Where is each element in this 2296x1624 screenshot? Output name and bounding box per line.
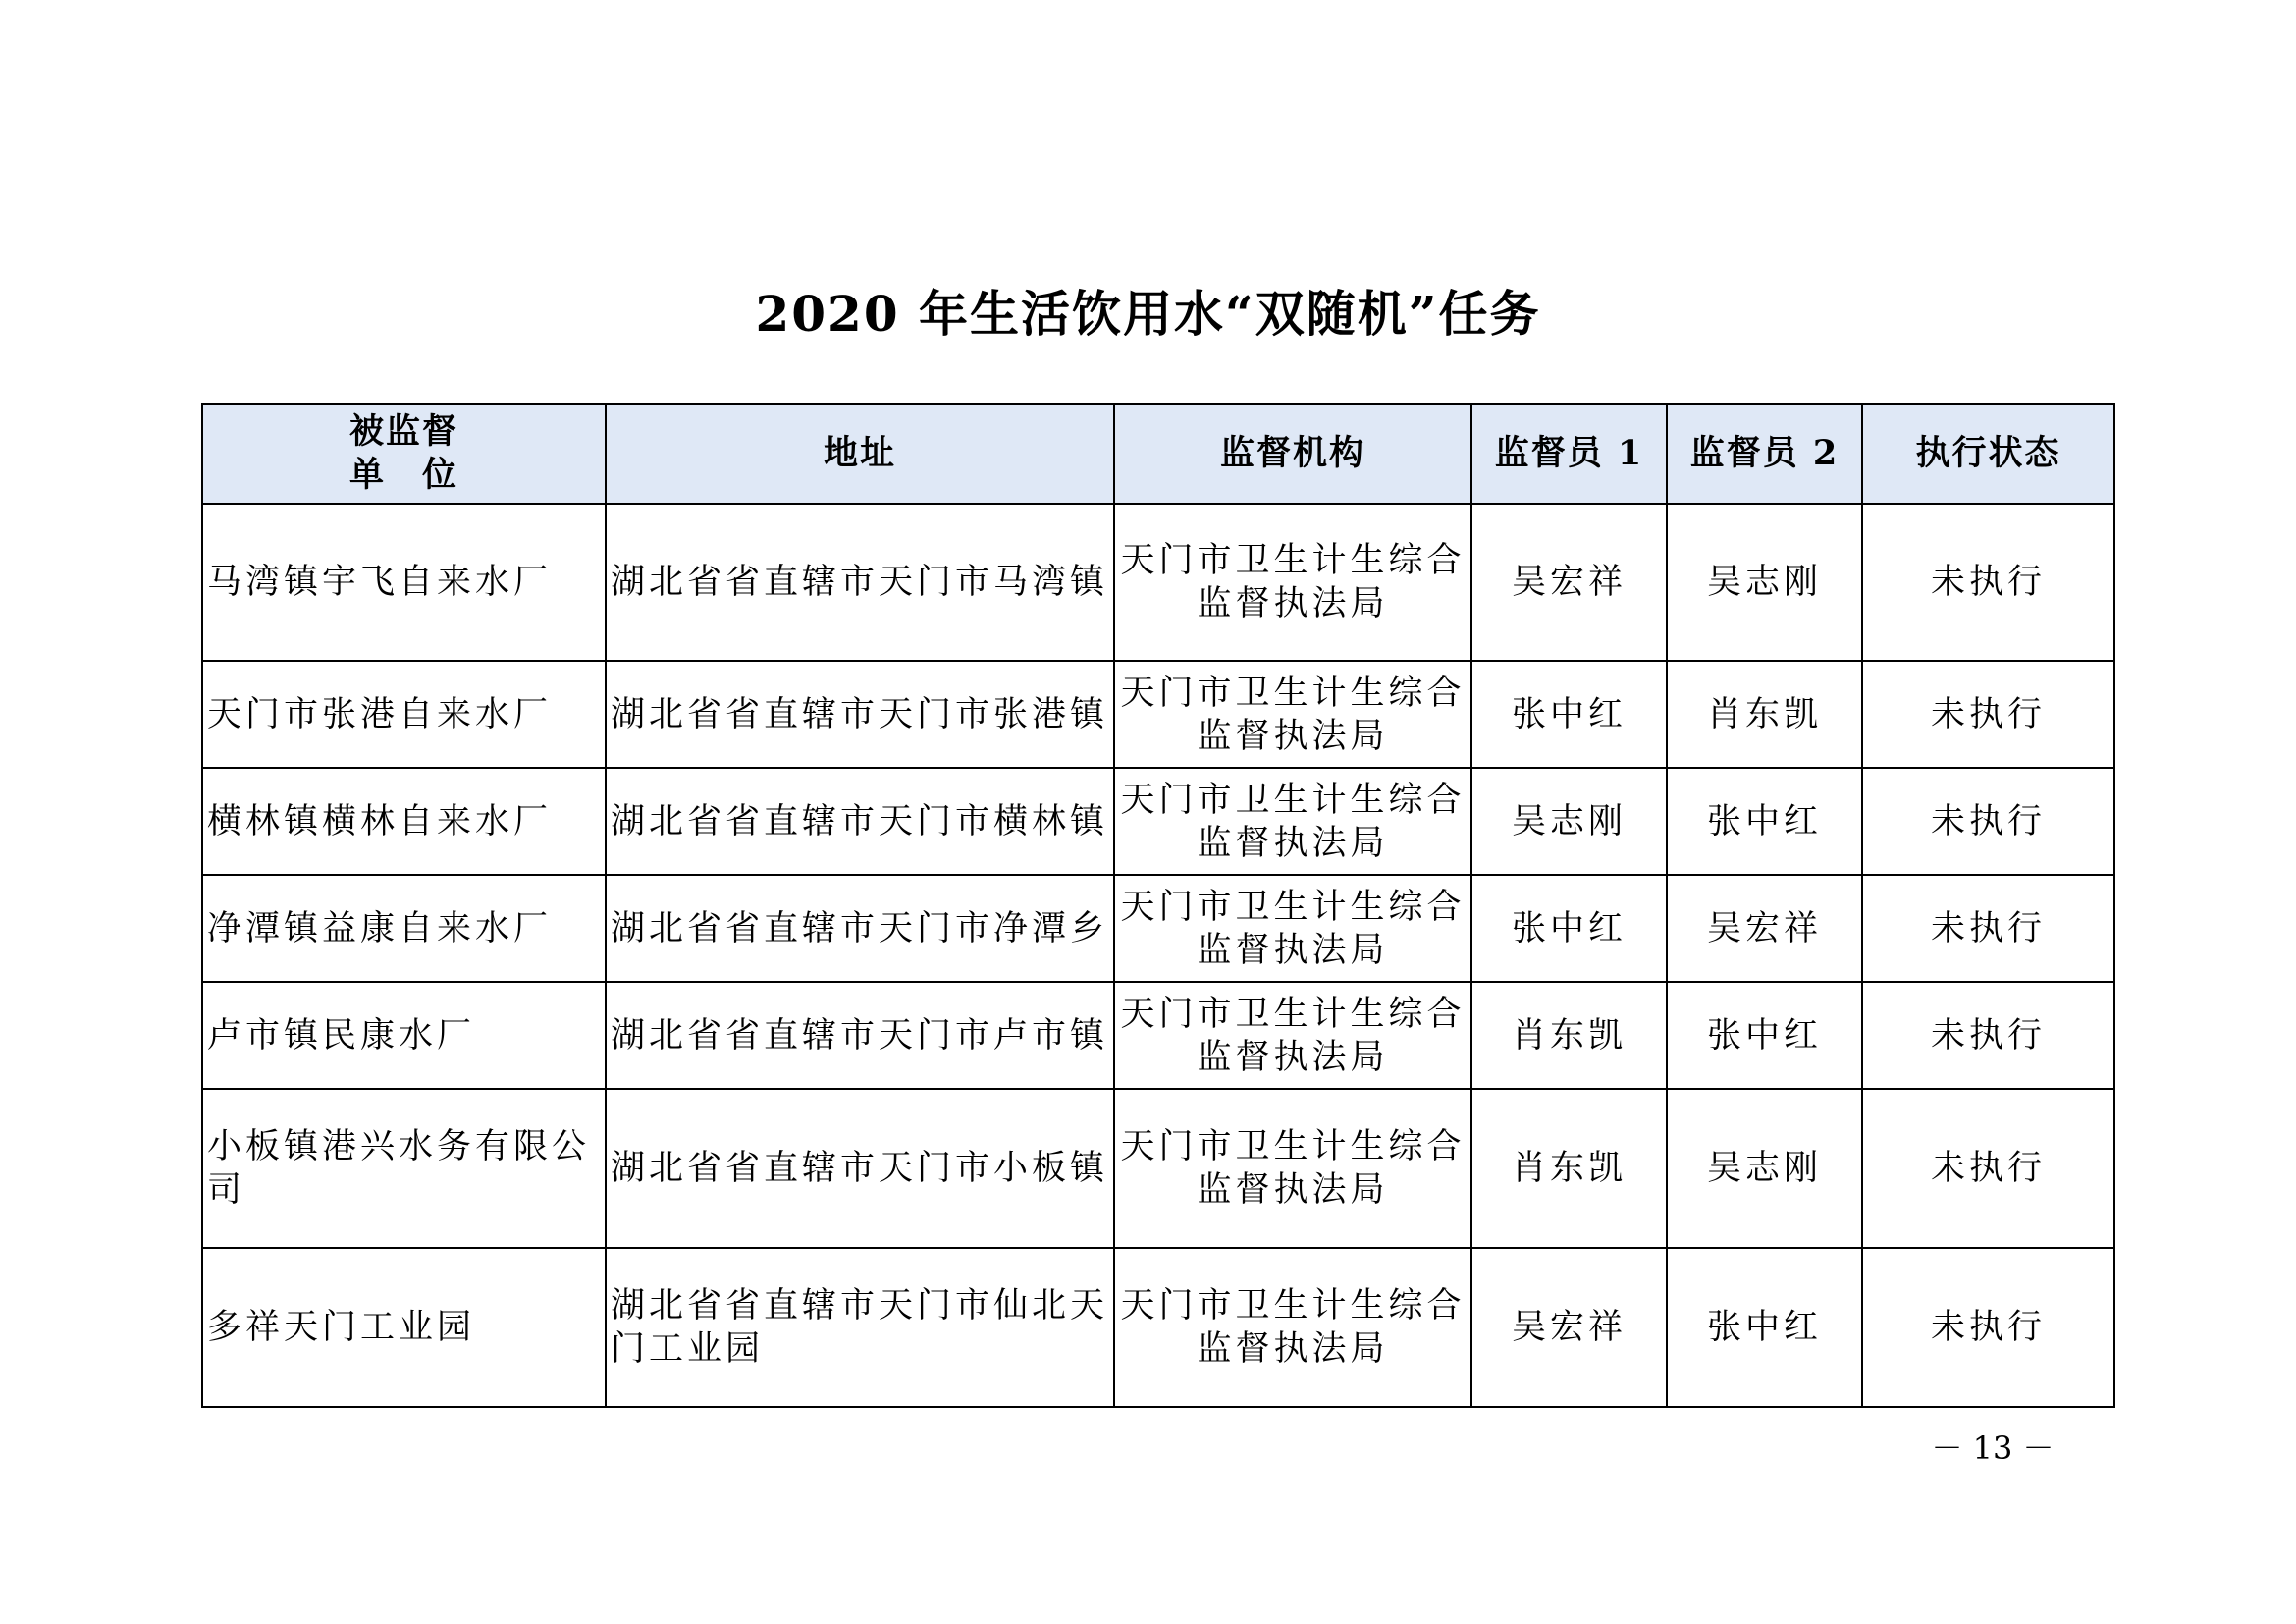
cell-status: 未执行 bbox=[1862, 1248, 2114, 1407]
table-row bbox=[202, 1089, 2114, 1248]
header-inspector2: 监督员 2 bbox=[1667, 404, 1862, 504]
cell-status: 未执行 bbox=[1862, 504, 2114, 661]
cell-inspector2: 张中红 bbox=[1667, 768, 1862, 875]
cell-agency: 天门市卫生计生综合监督执法局 bbox=[1114, 504, 1471, 661]
cell-unit: 天门市张港自来水厂 bbox=[202, 661, 606, 768]
cell-status: 未执行 bbox=[1862, 661, 2114, 768]
cell-status: 未执行 bbox=[1862, 982, 2114, 1089]
cell-address: 湖北省省直辖市天门市净潭乡 bbox=[606, 875, 1114, 982]
cell-unit: 横林镇横林自来水厂 bbox=[202, 768, 606, 875]
header-unit bbox=[202, 404, 606, 504]
cell-agency: 天门市卫生计生综合监督执法局 bbox=[1114, 982, 1471, 1089]
cell-inspector1: 肖东凯 bbox=[1471, 1089, 1667, 1248]
cell-address: 湖北省省直辖市天门市张港镇 bbox=[606, 661, 1114, 768]
cell-inspector1: 吴宏祥 bbox=[1471, 1248, 1667, 1407]
cell-status: 未执行 bbox=[1862, 768, 2114, 875]
cell-agency: 天门市卫生计生综合监督执法局 bbox=[1114, 1089, 1471, 1248]
page-title: 2020 年生活饮用水“双随机”任务 bbox=[755, 285, 1541, 343]
cell-inspector2: 吴志刚 bbox=[1667, 504, 1862, 661]
header-unit-line1: 被监督 bbox=[348, 411, 458, 452]
header-address: 地址 bbox=[606, 404, 1114, 504]
cell-inspector1: 张中红 bbox=[1471, 875, 1667, 982]
cell-address: 湖北省省直辖市天门市小板镇 bbox=[606, 1089, 1114, 1248]
table-row bbox=[202, 1248, 2114, 1407]
page-number: － 13 － bbox=[1931, 1430, 2055, 1467]
cell-inspector1: 张中红 bbox=[1471, 661, 1667, 768]
table-row bbox=[202, 875, 2114, 982]
header-unit-line2: 单 位 bbox=[348, 455, 458, 495]
cell-address: 湖北省省直辖市天门市仙北天门工业园 bbox=[606, 1248, 1114, 1407]
header-inspector1: 监督员 1 bbox=[1471, 404, 1667, 504]
cell-inspector2: 吴宏祥 bbox=[1667, 875, 1862, 982]
cell-agency: 天门市卫生计生综合监督执法局 bbox=[1114, 875, 1471, 982]
cell-inspector1: 吴志刚 bbox=[1471, 768, 1667, 875]
cell-unit: 卢市镇民康水厂 bbox=[202, 982, 606, 1089]
cell-unit: 净潭镇益康自来水厂 bbox=[202, 875, 606, 982]
header-agency: 监督机构 bbox=[1114, 404, 1471, 504]
table-row bbox=[202, 661, 2114, 768]
cell-address: 湖北省省直辖市天门市横林镇 bbox=[606, 768, 1114, 875]
table-row bbox=[202, 504, 2114, 661]
cell-status: 未执行 bbox=[1862, 875, 2114, 982]
task-table bbox=[201, 403, 2115, 1408]
cell-agency: 天门市卫生计生综合监督执法局 bbox=[1114, 768, 1471, 875]
table-row bbox=[202, 982, 2114, 1089]
cell-address: 湖北省省直辖市天门市卢市镇 bbox=[606, 982, 1114, 1089]
cell-inspector2: 张中红 bbox=[1667, 982, 1862, 1089]
cell-inspector1: 吴宏祥 bbox=[1471, 504, 1667, 661]
cell-inspector1: 肖东凯 bbox=[1471, 982, 1667, 1089]
header-status: 执行状态 bbox=[1862, 404, 2114, 504]
cell-inspector2: 张中红 bbox=[1667, 1248, 1862, 1407]
cell-address: 湖北省省直辖市天门市马湾镇 bbox=[606, 504, 1114, 661]
cell-status: 未执行 bbox=[1862, 1089, 2114, 1248]
cell-inspector2: 吴志刚 bbox=[1667, 1089, 1862, 1248]
cell-unit: 小板镇港兴水务有限公司 bbox=[202, 1089, 606, 1248]
cell-inspector2: 肖东凯 bbox=[1667, 661, 1862, 768]
table-row bbox=[202, 768, 2114, 875]
cell-unit: 多祥天门工业园 bbox=[202, 1248, 606, 1407]
cell-agency: 天门市卫生计生综合监督执法局 bbox=[1114, 661, 1471, 768]
table-header-row bbox=[202, 404, 2114, 504]
cell-agency: 天门市卫生计生综合监督执法局 bbox=[1114, 1248, 1471, 1407]
cell-unit: 马湾镇宇飞自来水厂 bbox=[202, 504, 606, 661]
